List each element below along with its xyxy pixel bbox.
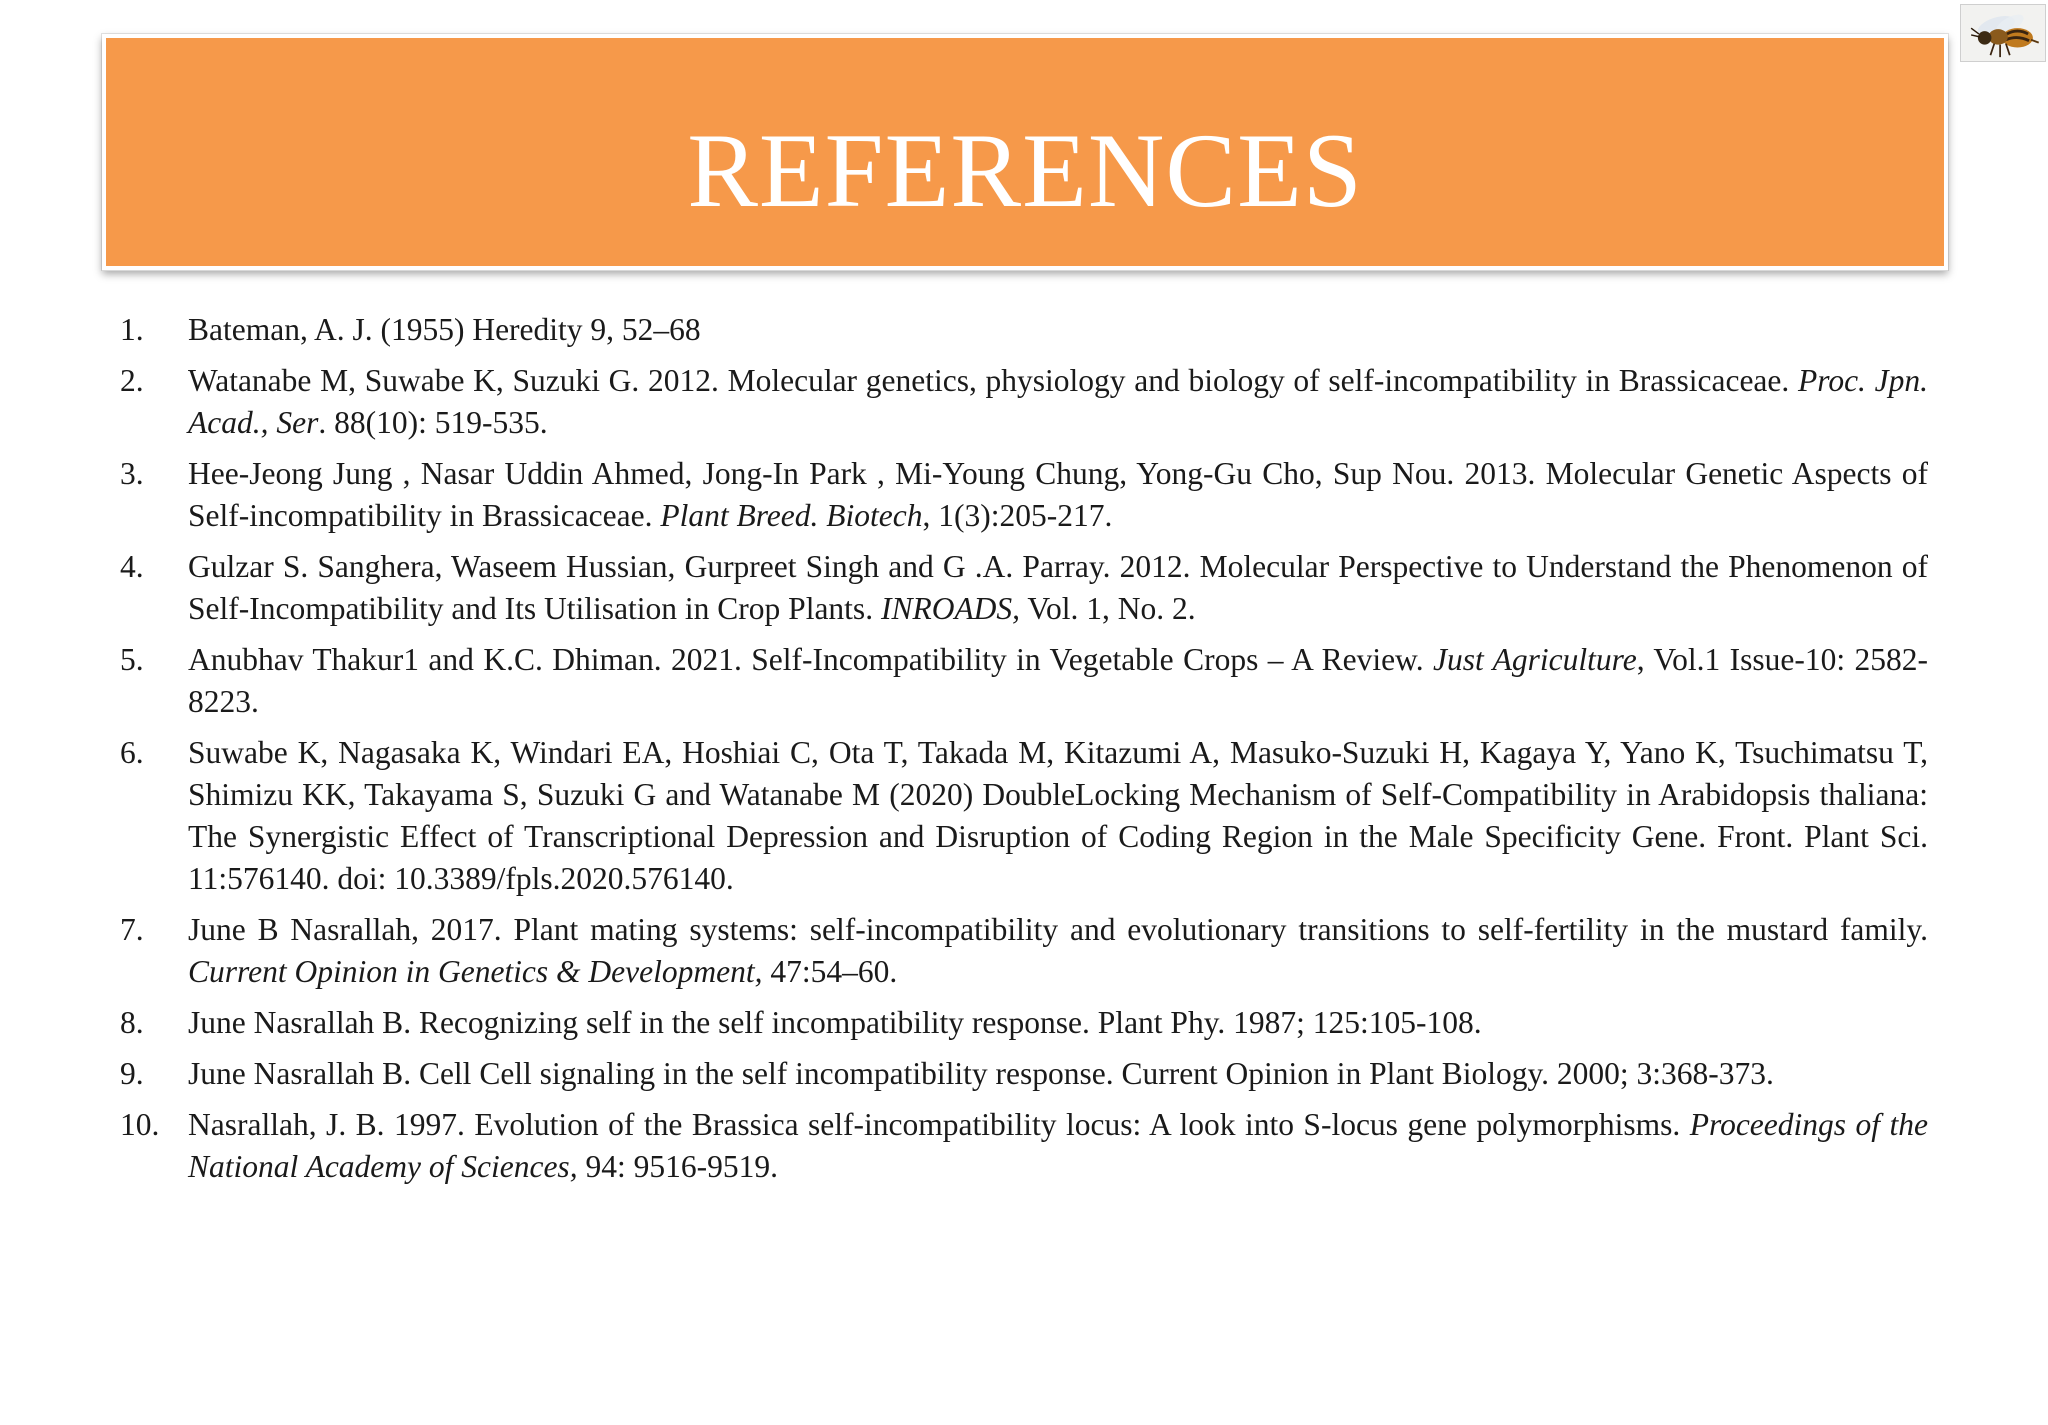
reference-journal: INROADS, — [880, 591, 1021, 626]
honeybee-photo-icon — [1960, 4, 2046, 62]
reference-text — [188, 735, 1928, 896]
reference-item — [120, 453, 1928, 537]
reference-text — [188, 1005, 1482, 1040]
reference-number: 1. — [120, 312, 144, 347]
reference-text-segment: Nasrallah, J. B. 1997. Evolution of the Brassica self-incompatibility locus: A look into S-locus gene polymorphisms. — [188, 1107, 1690, 1142]
reference-text-segment: June B Nasrallah, 2017. Plant mating systems: self-incompatibility and evolutionary transitions to self-fertility in the mustard family. — [188, 912, 1928, 947]
reference-number: 6. — [120, 735, 144, 770]
reference-text-segment: Vol. 1, No. 2. — [1020, 591, 1196, 626]
reference-number: 7. — [120, 912, 144, 947]
reference-item — [120, 732, 1928, 900]
reference-item — [120, 1002, 1928, 1044]
reference-number: 9. — [120, 1056, 144, 1091]
title-banner — [102, 34, 1948, 270]
reference-journal: Proc. Jpn. Acad., Ser — [188, 363, 1928, 440]
reference-number: 5. — [120, 642, 144, 677]
reference-item — [120, 360, 1928, 444]
reference-text-segment: June Nasrallah B. Cell Cell signaling in the self incompatibility response. Current Opinion in Plant Biology. 2000; 3:368-373. — [188, 1056, 1774, 1091]
reference-number: 2. — [120, 363, 144, 398]
reference-item — [120, 1053, 1928, 1095]
reference-text — [188, 912, 1928, 989]
reference-text — [188, 363, 1928, 440]
reference-text — [188, 1107, 1928, 1184]
slide-title: REFERENCES — [687, 112, 1363, 229]
reference-number: 4. — [120, 549, 144, 584]
reference-number: 8. — [120, 1005, 144, 1040]
references-list — [120, 309, 1928, 1197]
reference-journal: Just Agriculture — [1433, 642, 1637, 677]
reference-text — [188, 1056, 1774, 1091]
reference-text-segment: 94: 9516-9519. — [577, 1149, 778, 1184]
reference-text-segment: Hee-Jeong Jung , Nasar Uddin Ahmed, Jong-In Park , Mi-Young Chung, Yong-Gu Cho, Sup Nou. 2013. Molecular Genetic Aspects of Self-incompatibility in Brassicaceae. — [188, 456, 1928, 533]
reference-text-segment: Gulzar S. Sanghera, Waseem Hussian, Gurpreet Singh and G .A. Parray. 2012. Molecular Perspective to Understand the Phenomenon of Self-Incompatibility and Its Utilisation in Crop Plants. — [188, 549, 1928, 626]
reference-text-segment: Watanabe M, Suwabe K, Suzuki G. 2012. Molecular genetics, physiology and biology of self-incompatibility in Brassicaceae. — [188, 363, 1798, 398]
reference-item — [120, 309, 1928, 351]
reference-journal: Current Opinion in Genetics & Development, — [188, 954, 763, 989]
reference-text-segment: June Nasrallah B. Recognizing self in the self incompatibility response. Plant Phy. 1987; 125:105-108. — [188, 1005, 1482, 1040]
reference-item — [120, 639, 1928, 723]
reference-text-segment: Suwabe K, Nagasaka K, Windari EA, Hoshiai C, Ota T, Takada M, Kitazumi A, Masuko-Suzuki H, Kagaya Y, Yano K, Tsuchimatsu T, Shimizu KK, Takayama S, Suzuki G and Watanabe M (2020) DoubleLocking Mechanism of Self-Compatibility in Arabidopsis thaliana: The Synergistic Effect of Transcriptional Depression and Disruption of Coding Region in the Male Specificity Gene. Front. Plant Sci. 11:576140. doi: 10.3389/fpls.2020.576140. — [188, 735, 1928, 896]
reference-text-segment: , Vol.1 Issue-10: 2582-8223. — [188, 642, 1928, 719]
reference-item — [120, 546, 1928, 630]
reference-journal: Proceedings of the National Academy of Sciences, — [188, 1107, 1928, 1184]
reference-item — [120, 1104, 1928, 1188]
reference-text — [188, 312, 701, 347]
reference-text-segment: 47:54–60. — [762, 954, 898, 989]
reference-item — [120, 909, 1928, 993]
reference-text-segment: . 88(10): 519-535. — [318, 405, 548, 440]
reference-text-segment: Bateman, A. J. (1955) Heredity 9, 52–68 — [188, 312, 701, 347]
reference-text-segment: , 1(3):205-217. — [922, 498, 1113, 533]
reference-text — [188, 549, 1928, 626]
reference-journal: Plant Breed. Biotech — [660, 498, 923, 533]
reference-text-segment: Anubhav Thakur1 and K.C. Dhiman. 2021. Self-Incompatibility in Vegetable Crops – A Review. — [188, 642, 1434, 677]
reference-number: 10. — [120, 1107, 160, 1142]
reference-text — [188, 456, 1928, 533]
reference-number: 3. — [120, 456, 144, 491]
reference-text — [188, 642, 1928, 719]
